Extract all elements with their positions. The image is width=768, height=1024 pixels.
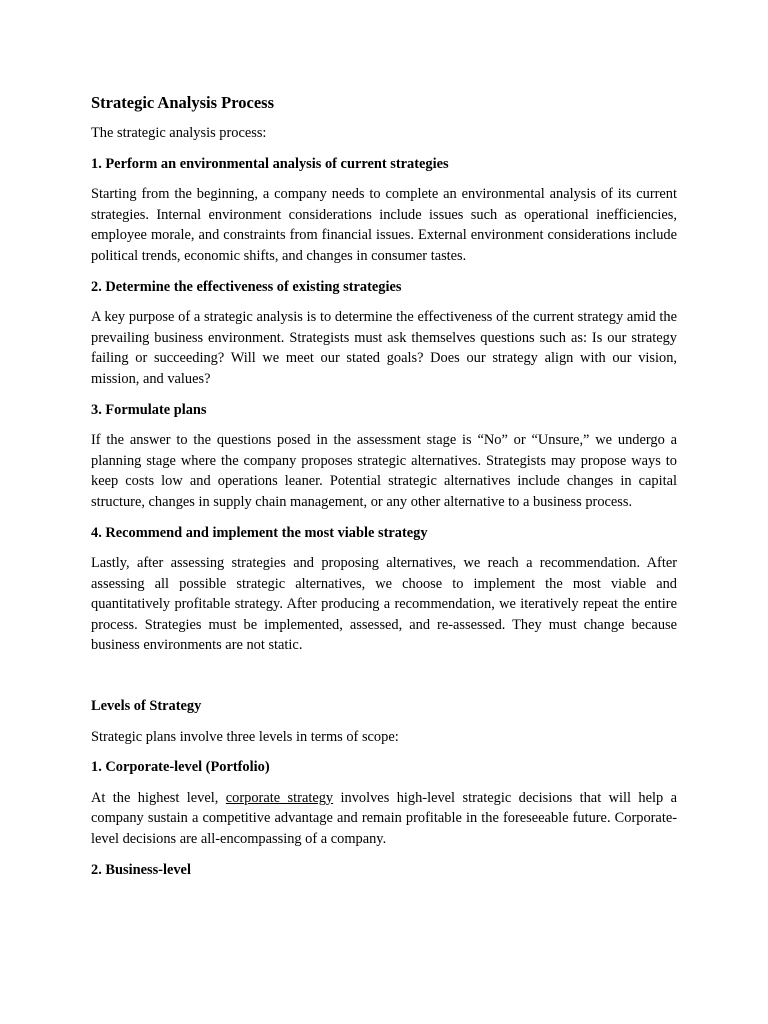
corporate-level-heading: 1. Corporate-level (Portfolio) xyxy=(91,759,270,776)
step-1-heading: 1. Perform an environmental analysis of current strategies xyxy=(91,155,449,172)
section-spacer xyxy=(91,666,677,696)
step-3-heading: 3. Formulate plans xyxy=(91,401,207,418)
document-title: Strategic Analysis Process xyxy=(91,93,275,112)
step-2-heading: 2. Determine the effectiveness of existing strategies xyxy=(91,278,402,295)
step-4-heading: 4. Recommend and implement the most viable strategy xyxy=(91,524,428,541)
document-page xyxy=(91,92,677,890)
corporate-body-before: At the highest level, xyxy=(91,789,226,806)
intro-paragraph: The strategic analysis process: xyxy=(91,125,267,141)
step-2-body: A key purpose of a strategic analysis is to determine the effectiveness of the current strategy amid the prevailing business environment. Strategists must ask themselves questions such as: Is our strategy failing or succeeding? Will we meet our stated goals? Does our strategy align with our vision, mission, and values? xyxy=(91,309,677,387)
business-level-heading: 2. Business-level xyxy=(91,861,191,878)
levels-intro: Strategic plans involve three levels in terms of scope: xyxy=(91,728,399,745)
corporate-level-body xyxy=(91,788,677,850)
corporate-body-after: involves high-level strategic decisions that will help a company sustain a competitive advantage and remain profitable in the foreseeable future. Corporate-level decisions are all-encompassing of a company. xyxy=(91,789,678,848)
corporate-strategy-link[interactable]: corporate strategy xyxy=(225,789,334,806)
step-1-body: Starting from the beginning, a company needs to complete an environmental analysis of its current strategies. Internal environment considerations include issues such as operational inefficiencies, employee morale, and constraints from financial issues. External environment considerations include political trends, economic shifts, and changes in consumer tastes. xyxy=(91,186,677,264)
step-3-body: If the answer to the questions posed in the assessment stage is “No” or “Unsure,” we undergo a planning stage where the company proposes strategic alternatives. Strategists may propose ways to keep costs low and operations leaner. Potential strategic alternatives include changes in capital structure, changes in supply chain management, or any other alternative to a business process. xyxy=(91,432,677,510)
levels-heading: Levels of Strategy xyxy=(91,698,202,715)
step-4-body: Lastly, after assessing strategies and proposing alternatives, we reach a recommendation. After assessing all possible strategic alternatives, we choose to implement the most viable and quantitatively profitable strategy. After producing a recommendation, we iteratively repeat the entire process. Strategies must be implemented, assessed, and re-assessed. They must change because business environments are not static. xyxy=(91,555,677,654)
